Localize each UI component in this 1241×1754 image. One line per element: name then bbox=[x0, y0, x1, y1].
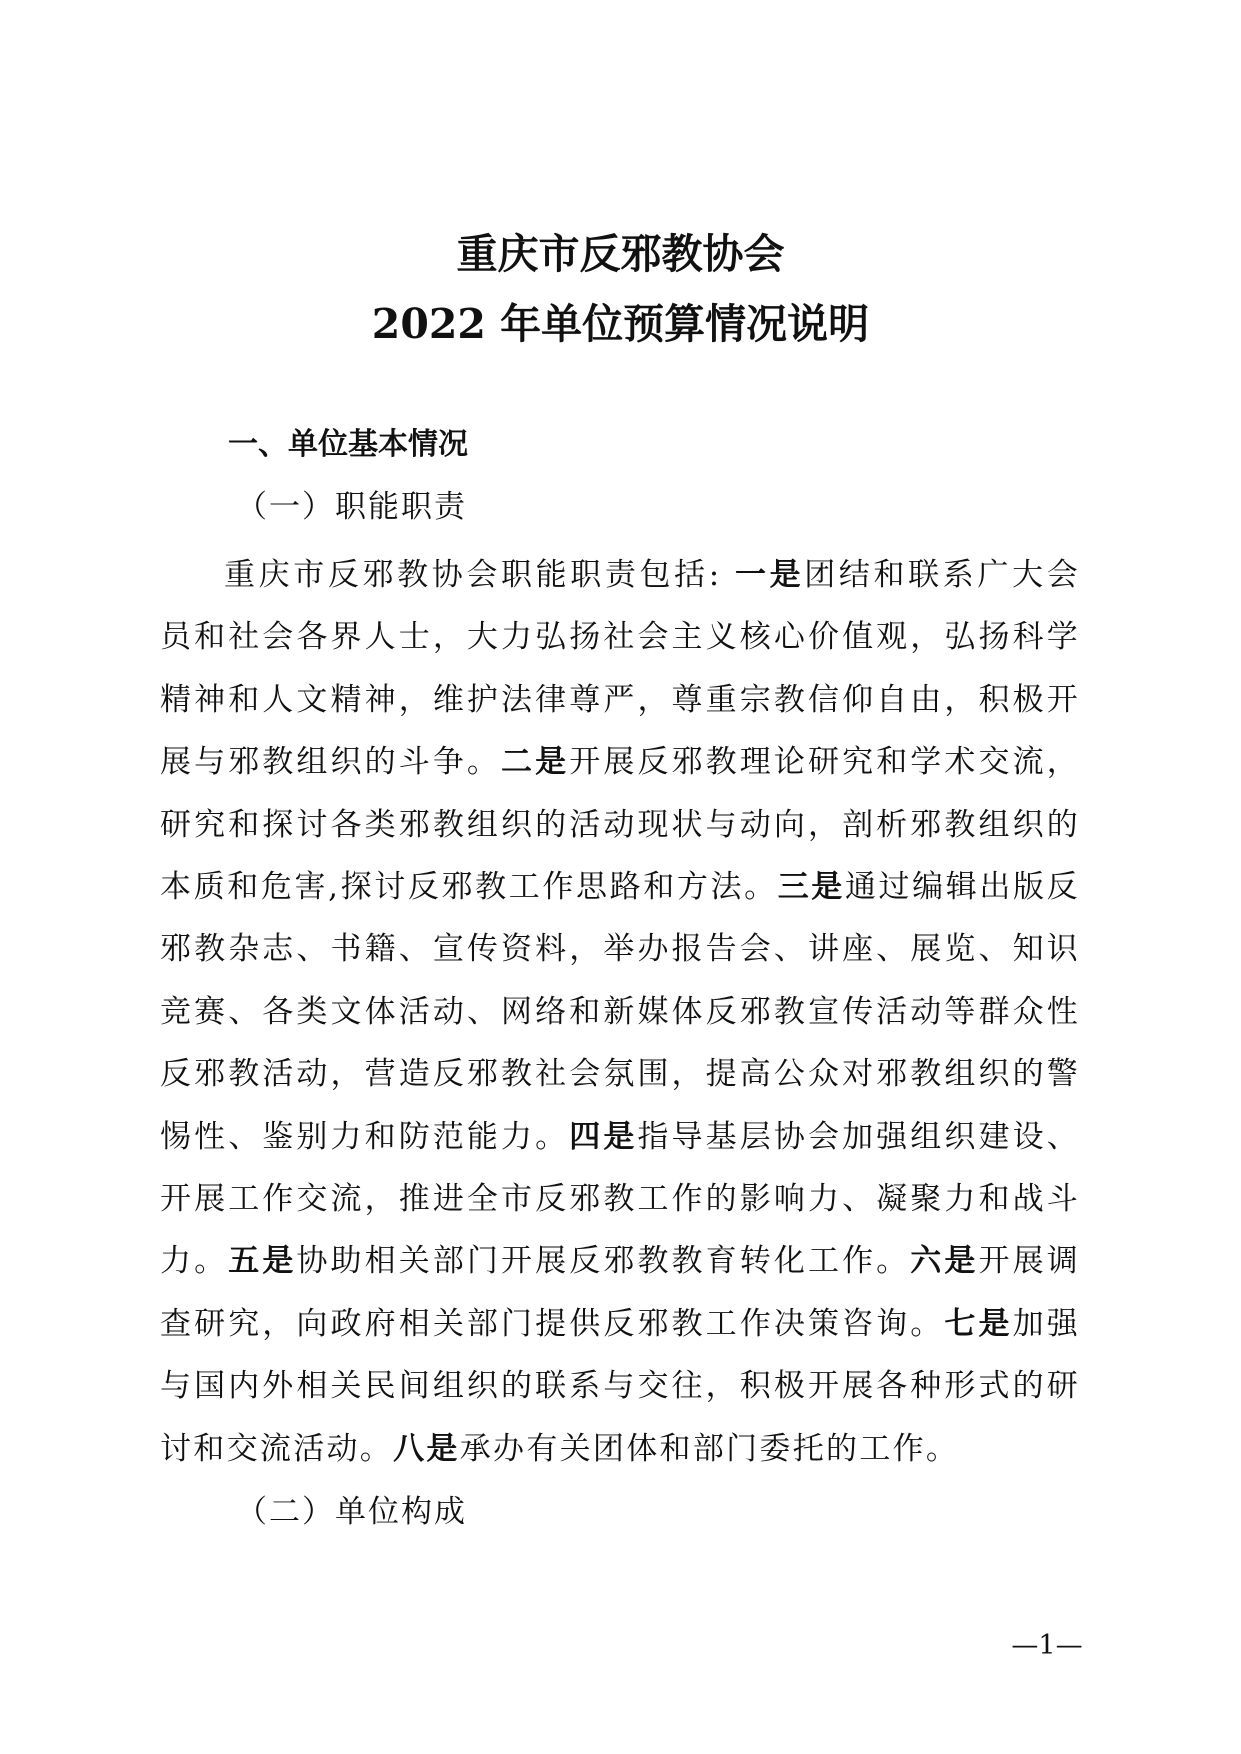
paragraph-text: 加强与国内外相关民间组织的联系与交往，积极开展各种形式的研讨和交流活动。 bbox=[160, 1305, 1080, 1467]
paragraph-text: 指导基层协会加强组织建设、开展工作交流，推进全市反邪教工作的影响力、凝聚力和战斗力。 bbox=[160, 1118, 1080, 1280]
enumeration-marker: 三是 bbox=[777, 869, 845, 906]
paragraph-text: 承办有关团体和部门委托的工作。 bbox=[459, 1430, 960, 1467]
subsection-heading-functions: （一）职能职责 bbox=[236, 489, 467, 525]
document-title-line1: 重庆市反邪教协会 bbox=[456, 230, 785, 278]
enumeration-marker: 八是 bbox=[393, 1430, 460, 1467]
enumeration-marker: 五是 bbox=[228, 1243, 297, 1280]
paragraph-text: 开展调查研究，向政府相关部门提供反邪教工作决策咨询。 bbox=[160, 1243, 1081, 1342]
subsection-heading-composition: （二）单位构成 bbox=[236, 1494, 467, 1530]
section-heading-basic-info: 一、单位基本情况 bbox=[228, 427, 468, 462]
functions-paragraph bbox=[160, 544, 1080, 1480]
paragraph-text: 开展反邪教理论研究和学术交流，研究和探讨各类邪教组织的活动现状与动向，剖析邪教组织的本质和危害,探讨反邪教工作思路和方法。 bbox=[160, 744, 1081, 906]
enumeration-marker: 六是 bbox=[910, 1243, 979, 1280]
page-number: —1— bbox=[1011, 1630, 1083, 1661]
enumeration-marker: 二是 bbox=[501, 744, 570, 781]
document-title-line2: 2022 年单位预算情况说明 bbox=[371, 300, 870, 348]
enumeration-marker: 四是 bbox=[569, 1118, 638, 1155]
paragraph-text: 通过编辑出版反邪教杂志、书籍、宣传资料，举办报告会、讲座、展览、知识竞赛、各类文体活动、网络和新媒体反邪教宣传活动等群众性反邪教活动，营造反邪教社会氛围，提高公众对邪教组织的警惕性、鉴别力和防范能力。 bbox=[160, 869, 1080, 1155]
enumeration-marker: 一是 bbox=[735, 557, 805, 593]
paragraph-text: 协助相关部门开展反邪教教育转化工作。 bbox=[296, 1243, 911, 1280]
paragraph-text: 重庆市反邪教协会职能职责包括: bbox=[224, 557, 736, 593]
paragraph-text: 团结和联系广大会员和社会各界人士，大力弘扬社会主义核心价值观，弘扬科学精神和人文精神，维护法律尊严，尊重宗教信仰自由，积极开展与邪教组织的斗争。 bbox=[160, 557, 1080, 781]
enumeration-marker: 七是 bbox=[944, 1305, 1013, 1342]
